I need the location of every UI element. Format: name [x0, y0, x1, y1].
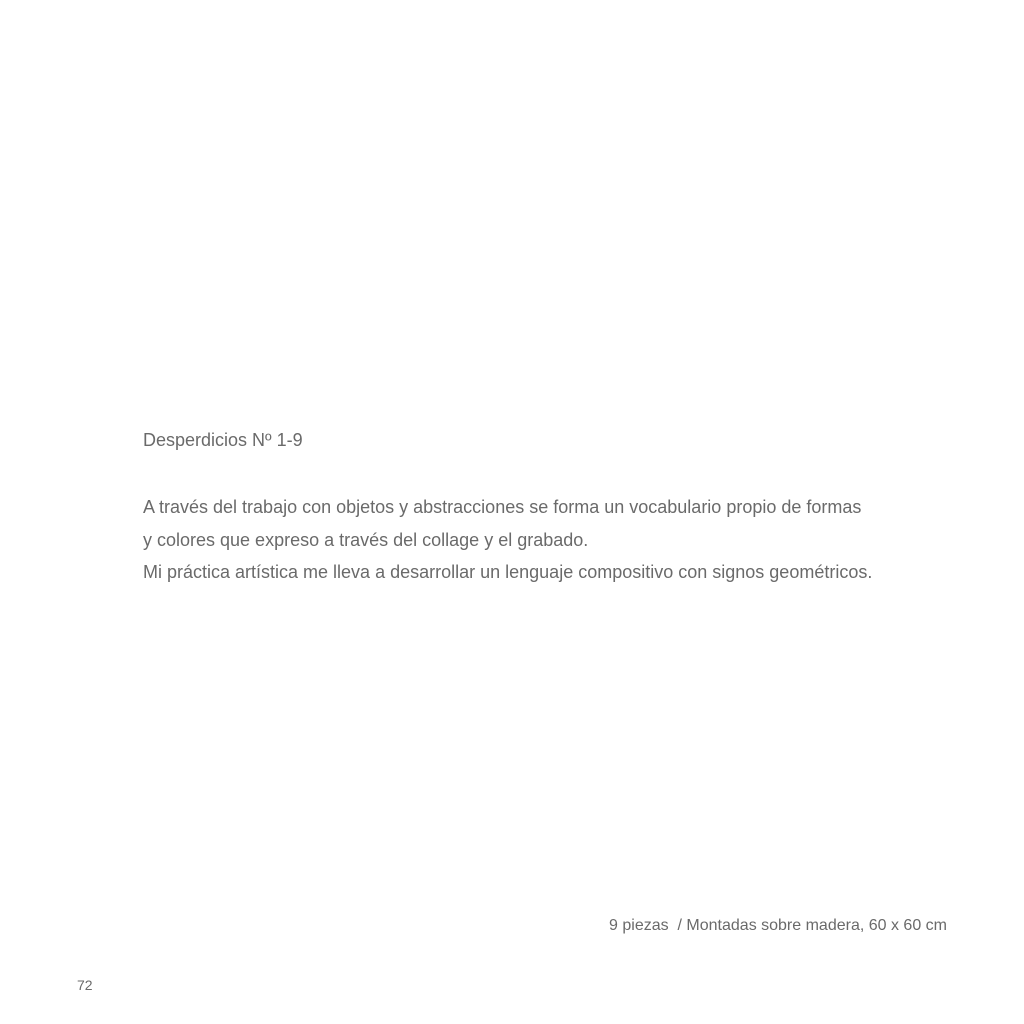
artwork-title: Desperdicios Nº 1-9: [143, 430, 303, 450]
description-line-2: y colores que expreso a través del collage y el grabado.: [143, 529, 589, 550]
description-line-1: A través del trabajo con objetos y abstracciones se forma un vocabulario propio de formas: [143, 497, 862, 517]
description-line-3: Mi práctica artística me lleva a desarrollar un lenguaje compositivo con signos geométricos.: [143, 562, 873, 582]
page-number: 72: [77, 977, 93, 993]
artwork-caption: 9 piezas / Montadas sobre madera, 60 x 60 cm: [609, 917, 947, 934]
artwork-description: [143, 491, 903, 589]
